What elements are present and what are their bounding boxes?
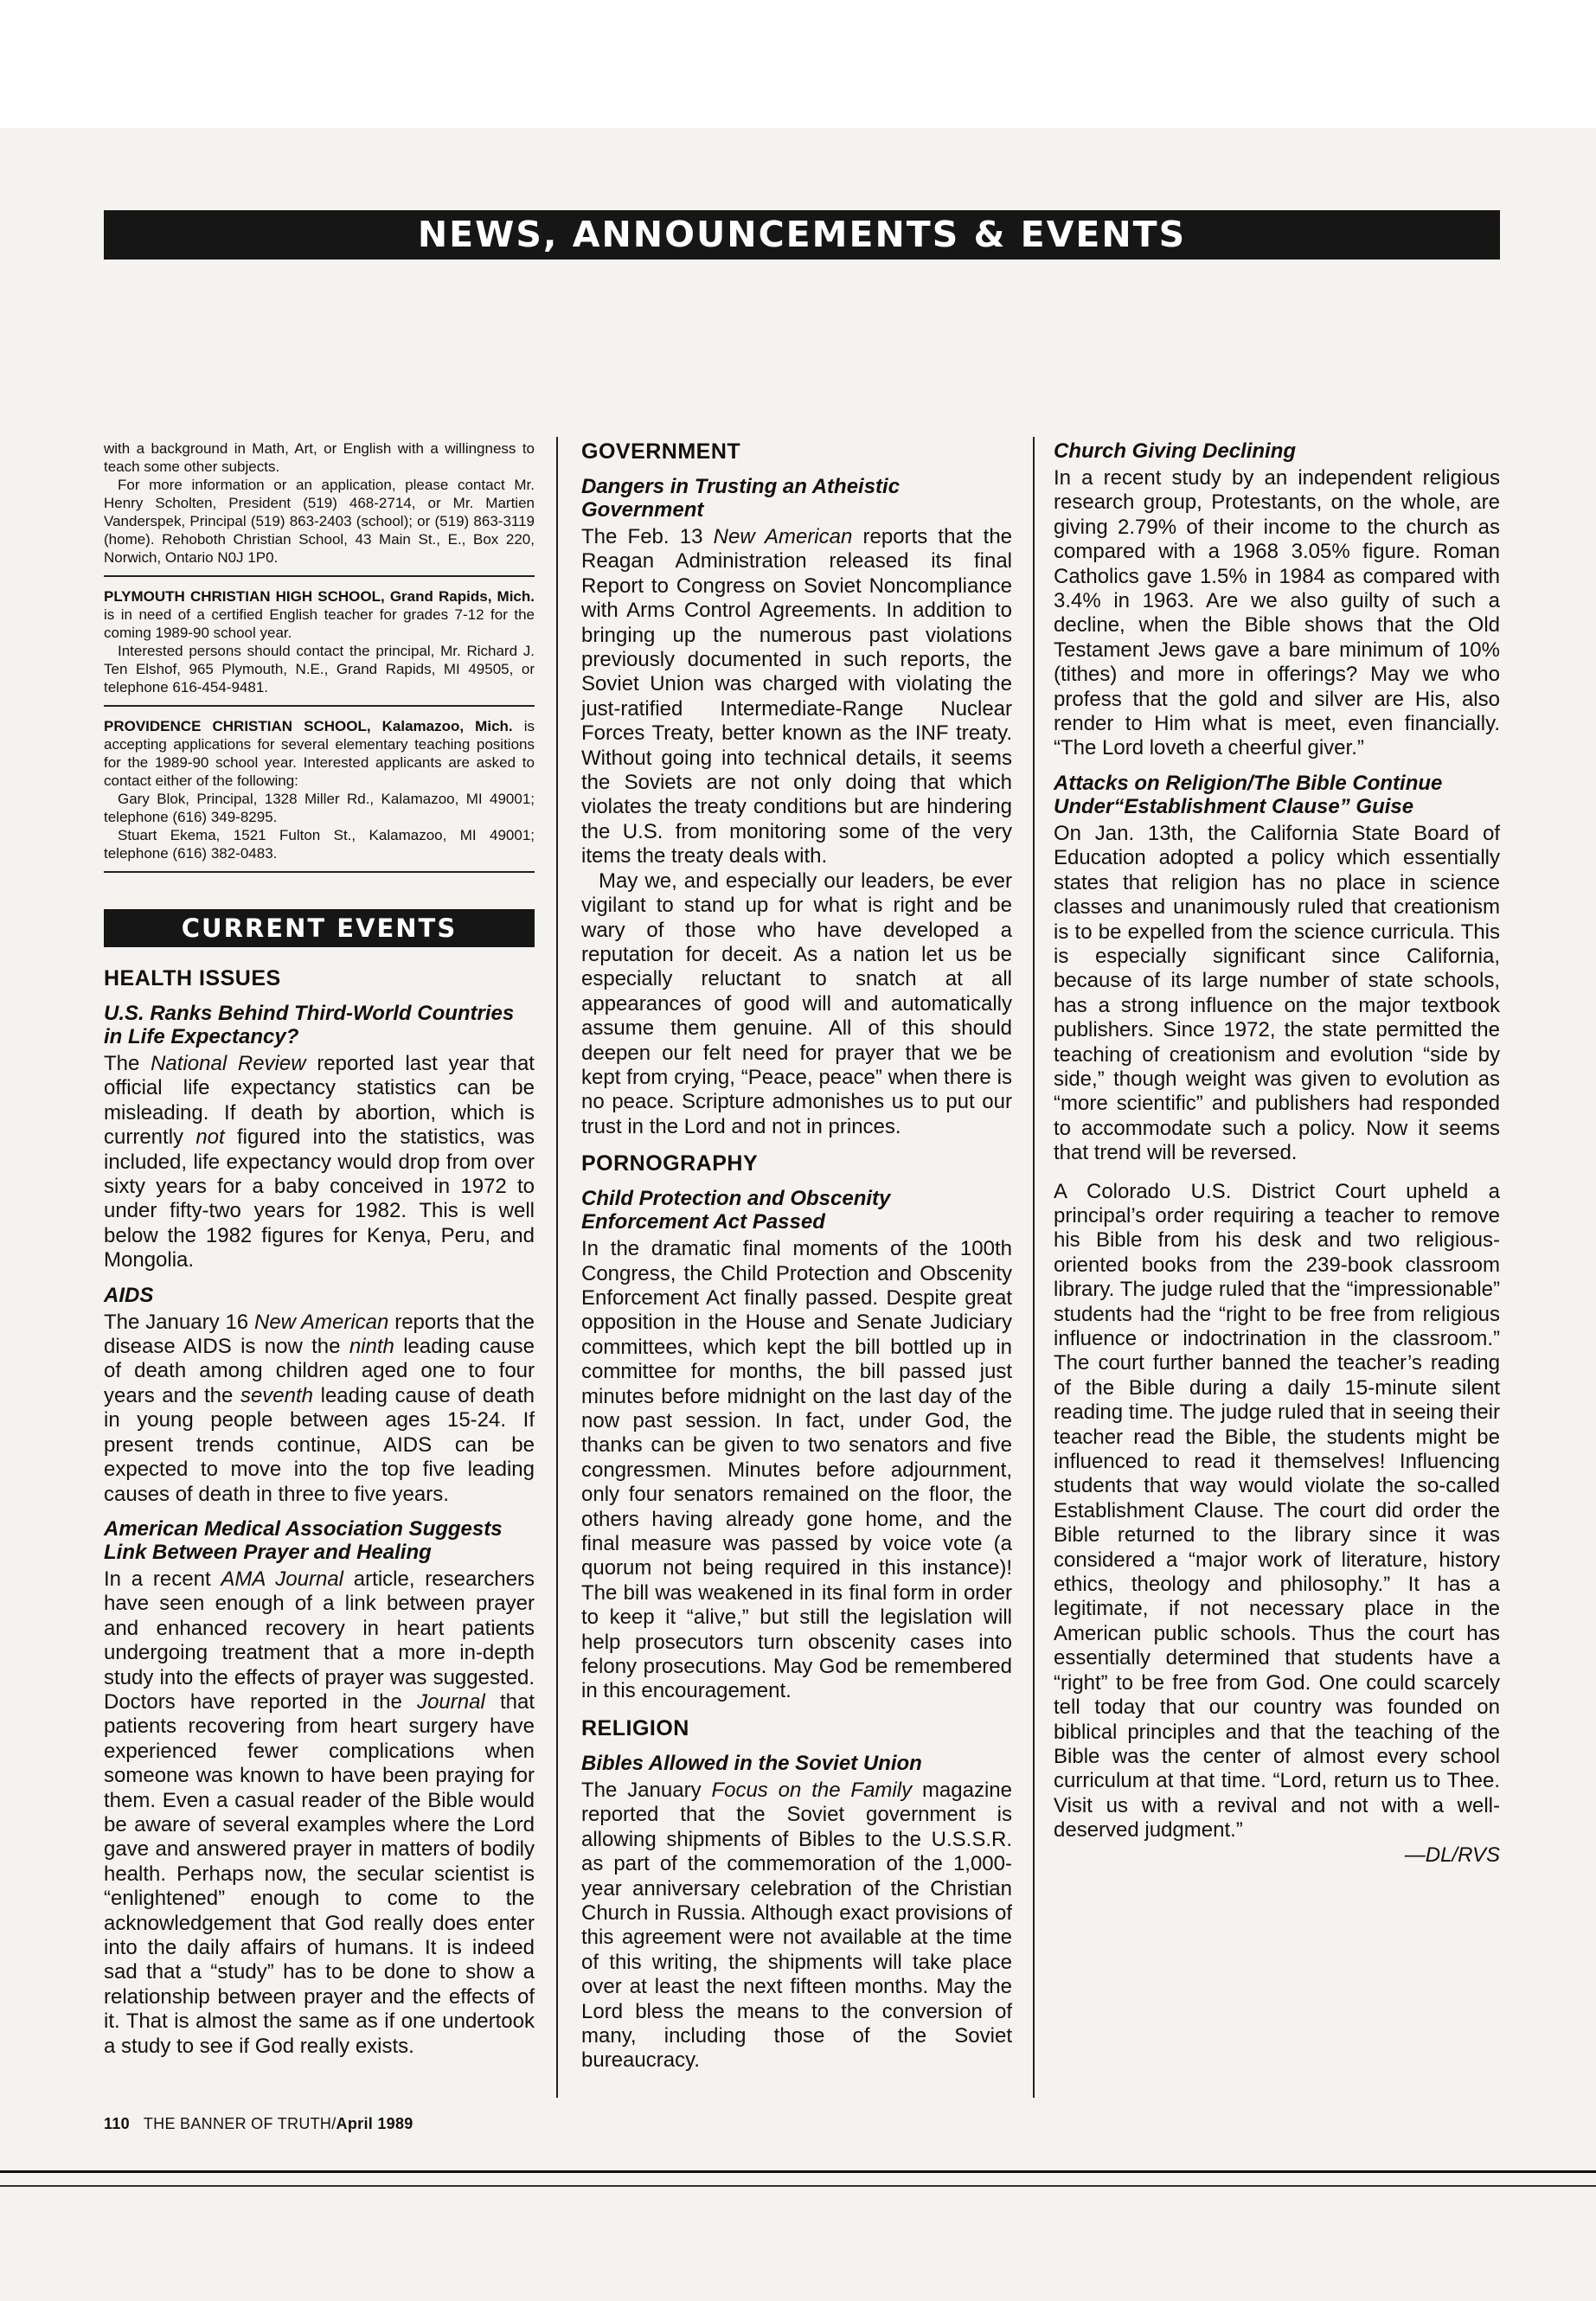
providence-ad-contact-1: Gary Blok, Principal, 1328 Miller Rd., Kalamazoo, MI 49001; telephone (616) 349-8295. — [104, 791, 535, 825]
author-signature: —DL/RVS — [1404, 1843, 1500, 1867]
plymouth-ad — [104, 587, 535, 696]
government-text: The Feb. 13 New American reports that the Reagan Administration released its final Report to Congress on Soviet Noncompliance with Arms Control Agreements. In addition to bringing up the numerous past violations previously documented in such reports, the Soviet Union was charged with violating the just-ratified Intermediate-Range Nuclear Forces Treaty, better known as the INF treaty. Without going into technical details, it seems the Soviets are not only doing that which violates the treaty conditions but are hindering the U.S. from monitoring some of the very items the treaty deals with. — [581, 525, 1013, 868]
attacks-on-religion-text: On Jan. 13th, the California State Board of Education adopted a policy which essentially states that religion has no place in science classes and unanimously ruled that creationism is to be expelled from the science curricula. This is especially significant since California, because of its large number of state schools, has a strong influence on the major textbook publishers. Since 1972, the state permitted the teaching of creationism and evolution “side by side,” though weight was given to evolution as “more scientific” and publishers had responded to accommodate such a policy. Now it seems that trend will be reversed. — [1054, 821, 1500, 1165]
current-events-banner: CURRENT EVENTS — [104, 909, 535, 947]
life-expectancy-title: U.S. Ranks Behind Third-World Countries in Life Expectancy? — [104, 1002, 515, 1048]
church-giving-title: Church Giving Declining — [1054, 439, 1297, 463]
government-heading: GOVERNMENT — [581, 439, 741, 464]
pornography-text: In the dramatic final moments of the 100th Congress, the Child Protection and Obscenity Enforcement Act finally passed. Despite great opposition in the House and Senate Judiciary committees, which kept the bill bottled up in committee for months, the bill passed just minutes before midnight on the last day of the now past session. In fact, under God, the thanks can be given to two senators and five congressmen. Minutes before adjournment, only four senators remained on the floor, the others having already gone home, and the final measure was passed by voice vote (a quorum not being required in this instance)! The bill was weakened in its final form in order to keep it “alive,” but still the legislation will help prosecutors turn obscenity cases into felony prosecutions. May God be remembered in this encouragement. — [581, 1237, 1012, 1703]
paragraph-gap — [1054, 1166, 1500, 1180]
religion-title: Bibles Allowed in the Soviet Union — [581, 1751, 922, 1775]
aids-text: The January 16 New American reports that the disease AIDS is now the ninth leading cause of death among children aged one to four years and the seventh leading cause of death in young people between ages 15-24. If present trends continue, AIDS can be expected to move into the top five leading causes of death in three to five years. — [104, 1310, 535, 1506]
religion-heading: RELIGION — [581, 1715, 689, 1740]
plymouth-ad-org: PLYMOUTH CHRISTIAN HIGH SCHOOL, Grand Rapids, Mich. — [104, 588, 535, 605]
providence-ad-org: PROVIDENCE CHRISTIAN SCHOOL, Kalamazoo, Mich. — [104, 718, 513, 734]
page-number: 110 — [104, 2115, 130, 2132]
column-divider-right — [1033, 437, 1035, 2098]
page-footer — [104, 2115, 413, 2133]
ama-text: In a recent AMA Journal article, researchers have seen enough of a link between prayer and enhanced recovery in heart patients undergoing treatment that a more in-depth study into the effects of prayer was suggested. Doctors have reported in the Journal that patients recovering from heart surgery have experienced fewer complications when someone was known to have been praying for them. Even a casual reader of the Bible would be aware of several examples where the Lord gave and answered prayer in matters of bodily health. Perhaps now, the secular scientist is “enlightened” enough to come to the acknowledgement that God really does enter into the daily affairs of humans. It is indeed sad that a “study” has to be done to show a relationship between prayer and the effects of it. That is almost the same as if one undertook a study to see if God really exists. — [104, 1567, 535, 2058]
column-right — [1054, 439, 1500, 1868]
column-left — [104, 439, 535, 2059]
bottom-rule — [0, 2170, 1596, 2173]
page-top-margin — [0, 0, 1596, 128]
providence-ad — [104, 717, 535, 862]
issue-date: April 1989 — [336, 2115, 413, 2132]
providence-ad-text: PROVIDENCE CHRISTIAN SCHOOL, Kalamazoo, Mich. is accepting applications for several elementary teaching positions for the 1989-90 school year. Interested applicants are asked to contact either of the following: — [104, 718, 535, 789]
rehoboth-ad — [104, 439, 535, 567]
life-expectancy-text: The National Review reported last year that official life expectancy statistics can be misleading. If death by abortion, which is currently not figured into the statistics, was included, life expectancy would drop from over sixty years for a baby conceived in 1972 to under fifty-two years for 1982. This is well below the 1982 figures for Kenya, Peru, and Mongolia. — [104, 1052, 535, 1272]
pornography-title: Child Protection and Obscenity Enforcement Act Passed — [581, 1187, 891, 1234]
plymouth-ad-text: PLYMOUTH CHRISTIAN HIGH SCHOOL, Grand Rapids, Mich. is in need of a certified English teacher for grades 7-12 for the coming 1989-90 school year. — [104, 588, 535, 641]
ad-divider — [104, 871, 535, 873]
religion-text: The January Focus on the Family magazine reported that the Soviet government is allowing shipments of Bibles to the U.S.S.R. as part of the commemoration of the 1,000-year anniversary celebration of the Christian Church in Russia. Although exact provisions of this agreement were not available at the time of this writing, the shipments will take place over at least the next fifteen months. May the Lord bless the means to the conversion of many, including those of the Soviet bureaucracy. — [581, 1778, 1013, 2073]
government-text-2: May we, and especially our leaders, be ever vigilant to stand up for what is right and be wary of those who have developed a reputation for deceit. As a nation let us be especially reluctant to snatch at all appearances of good will and automatically assume them genuine. All of this should deepen our felt need for prayer that we be kept from crying, “Peace, peace” when there is no peace. Scripture admonishes us to put our trust in the Lord and not in princes. — [581, 868, 1012, 1138]
ama-title: American Medical Association Suggests Link Between Prayer and Healing — [104, 1516, 503, 1564]
church-giving-text: In a recent study by an independent religious research group, Protestants, on the whole, are giving 2.79% of their income to the church as compared with a 1968 3.05% figure. Roman Catholics gave 1.5% in 1984 as compared with 3.4% in 1963. Are we also guilty of such a decline, when the Bible shows that the Old Testament Jews gave a bare minimum of 10% (tithes) and more in offerings? May we who profess that the gold and silver are His, also render to Him what is meet, even financially. “The Lord loveth a cheerful giver.” — [1054, 466, 1500, 760]
ad-divider — [104, 705, 535, 707]
government-title: Dangers in Trusting an Atheistic Government — [581, 475, 901, 522]
column-divider-left — [556, 437, 558, 2098]
rehoboth-ad-text: with a background in Math, Art, or English with a willingness to teach some other subjects. — [104, 440, 535, 475]
column-middle — [581, 439, 1012, 2073]
attacks-on-religion-title: Attacks on Religion/The Bible Continue Under“Establishment Clause” Guise — [1054, 771, 1443, 818]
colorado-court-text: A Colorado U.S. District Court upheld a principal’s order requiring a teacher to remove his Bible from his desk and two religious-oriented books from the 239-book classroom library. The judge ruled that the “impressionable” students had the “right to be free from religious influence or indoctrination in the classroom.” The court further banned the teacher’s reading of the Bible during a daily 15-minute silent reading time. The judge ruled that in seeing their teacher read the Bible, the students might be influenced to read it themselves! Influencing students that way would violate the so-called Establishment Clause. The court did order the Bible returned to the library since it was considered a “major work of literature, history ethics, theology and philosophy.” It has a legitimate, if not necessary place in the American public schools. Thus the court has essentially determined that students have a “right” to be free from God. One could scarcely tell today that our country was founded on biblical principles and that the teaching of the Bible was the center of almost every school curriculum at that time. “Lord, return us to Thee. Visit us with a revival and not with a well-deserved judgment.” — [1054, 1179, 1500, 1843]
plymouth-ad-contact: Interested persons should contact the principal, Mr. Richard J. Ten Elshof, 965 Plymouth, N.E., Grand Rapids, MI 49505, or telephone 616-454-9481. — [104, 643, 535, 695]
publication-name: THE BANNER OF TRUTH/ — [143, 2115, 337, 2132]
aids-title: AIDS — [104, 1283, 154, 1307]
section-banner: NEWS, ANNOUNCEMENTS & EVENTS — [104, 210, 1500, 260]
providence-ad-contact-2: Stuart Ekema, 1521 Fulton St., Kalamazoo, MI 49001; telephone (616) 382-0483. — [104, 827, 535, 862]
pornography-heading: PORNOGRAPHY — [581, 1151, 759, 1176]
health-issues-heading: HEALTH ISSUES — [104, 966, 281, 990]
bottom-rule-secondary — [0, 2185, 1596, 2187]
ad-divider — [104, 575, 535, 577]
rehoboth-ad-contact: For more information or an application, please contact Mr. Henry Scholten, President (519) 468-2714, or Mr. Martien Vanderspek, Principal (519) 863-2403 (school); or (519) 863-3119 (home). Rehoboth Christian School, 43 Main St., E., Box 220, Norwich, Ontario N0J 1P0. — [104, 477, 535, 566]
